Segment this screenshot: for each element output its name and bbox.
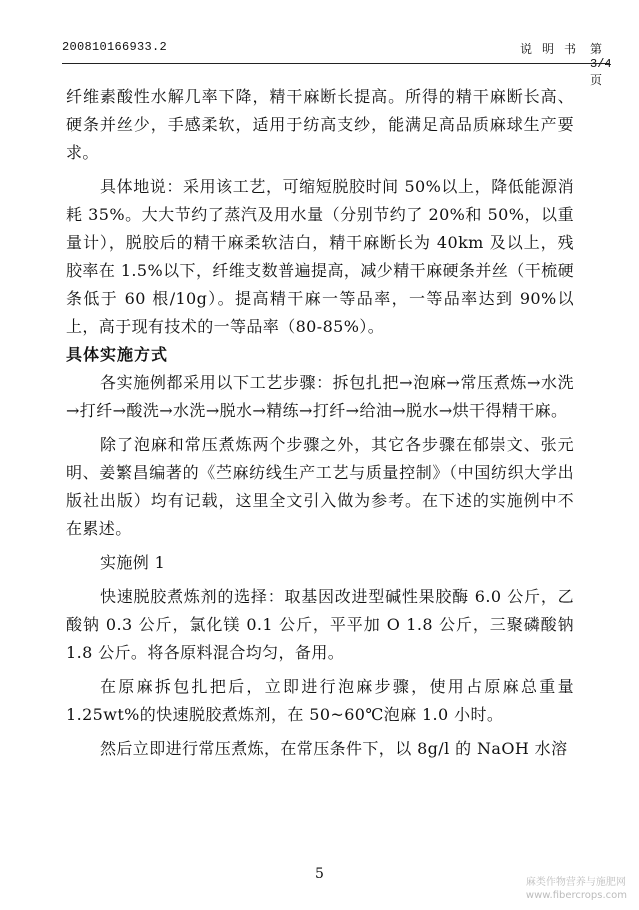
- paragraph-boiling: 然后立即进行常压煮炼，在常压条件下，以 8g/l 的 NaOH 水溶: [100, 739, 568, 758]
- paragraph-benefits: 具体地说：采用该工艺，可缩短脱胶时间 50%以上，降低能源消耗 35%。大大节约了蒸汽及用水量（分别节约了 20%和 50%，以重量计），脱胶后的精干麻柔软洁白，精干麻断长为 40km 及以上，残胶率在 1.5%以下，纤维支数普遍提高，减少精干麻硬条并丝（干梳硬条低于 60 根/10g）。提高精干麻一等品率，一等品率达到 90%以上，高于现有技术的一等品率（80-85%）。: [66, 177, 574, 336]
- paragraph-soaking: 在原麻拆包扎把后，立即进行泡麻步骤，使用占原麻总重量 1.25wt%的快速脱胶煮炼剂，在 50~60℃泡麻 1.0 小时。: [66, 677, 574, 724]
- example-title: 实施例 1: [100, 553, 166, 572]
- paragraph-agent-selection: 快速脱胶煮炼剂的选择：取基因改进型碱性果胶酶 6.0 公斤，乙酸钠 0.3 公斤，氯化镁 0.1 公斤，平平加 O 1.8 公斤，三聚磷酸钠 1.8 公斤。将各原料混合均匀，备用。: [66, 587, 574, 662]
- paragraph-process-steps: 各实施例都采用以下工艺步骤：拆包扎把→泡麻→常压煮炼→水洗→打纤→酸洗→水洗→脱水→精练→打纤→给油→脱水→烘干得精干麻。: [66, 373, 574, 420]
- document-type: 说明书: [520, 43, 587, 57]
- header-rule: [62, 63, 609, 64]
- paragraph-reference: 除了泡麻和常压煮炼两个步骤之外，其它各步骤在郁崇文、张元明、姜繁昌编著的《苎麻纺线生产工艺与质量控制》（中国纺织大学出版社出版）均有记载，这里全文引入做为参考。在下述的实施例中不在累述。: [66, 435, 574, 538]
- body-text: [66, 83, 574, 763]
- watermark: [526, 876, 627, 902]
- section-heading: 具体实施方式: [66, 345, 169, 364]
- watermark-url: www.fibercrops.com: [525, 890, 627, 901]
- document-number: 200810166933.2: [62, 40, 168, 54]
- paragraph-continuation: 纤维素酸性水解几率下降，精干麻断长提高。所得的精干麻断长高、硬条并丝少，手感柔软，适用于纺高支纱，能满足高品质麻球生产要求。: [66, 87, 574, 162]
- watermark-title: 麻类作物营养与施肥网: [525, 877, 626, 888]
- page-header: [62, 40, 612, 88]
- page-number: 5: [315, 866, 324, 882]
- page-label: 第3/4页: [590, 43, 612, 88]
